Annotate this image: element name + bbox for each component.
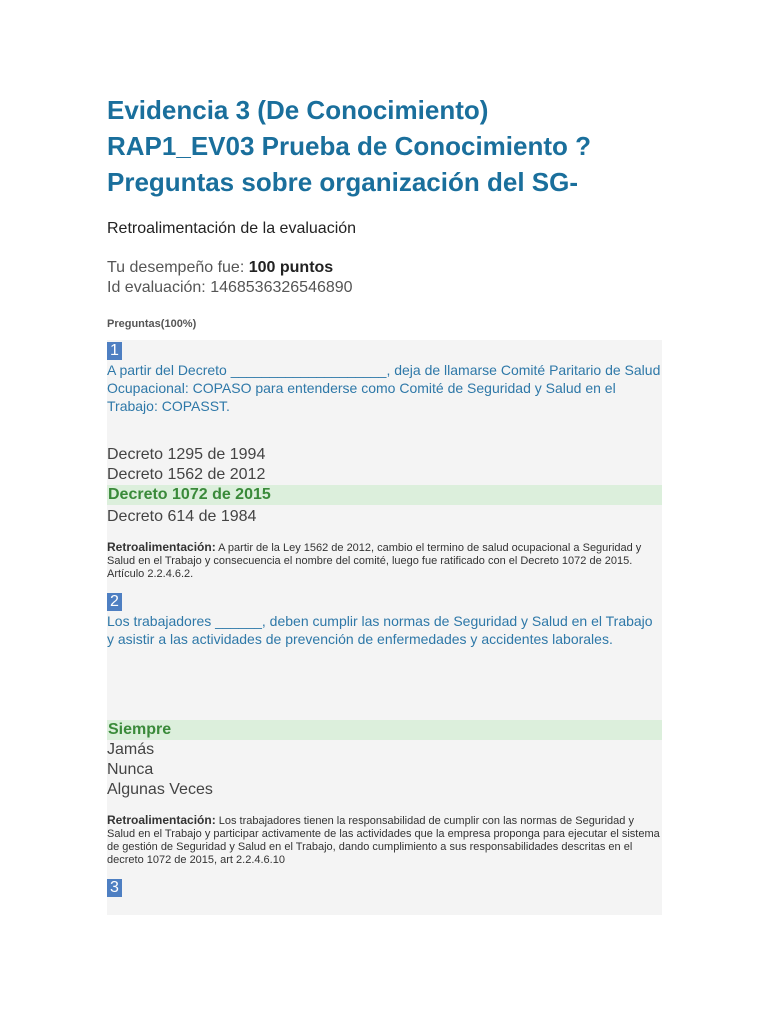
question-number: 1: [107, 342, 122, 360]
answer-option: Decreto 1295 de 1994: [107, 446, 266, 463]
feedback-body: A partir de la Ley 1562 de 2012, cambio el termino de salud ocupacional a Seguridad y Salud en el Trabajo y consecuencia el nombre del comité, luego fue ratificado con el Decreto 1072 de 2015. Artículo 2.2.4.6.2.: [107, 542, 642, 580]
answer-option: Decreto 614 de 1984: [107, 508, 257, 525]
question-block: [107, 340, 662, 915]
answer-option: Algunas Veces: [107, 781, 213, 798]
answer-option-correct: Siempre: [107, 720, 662, 740]
title-line-1: Evidencia 3 (De Conocimiento): [107, 95, 489, 125]
evaluation-page: [107, 0, 662, 915]
question-number: 3: [107, 879, 122, 897]
feedback-text: [107, 541, 662, 581]
answer-option-correct: Decreto 1072 de 2015: [107, 485, 662, 505]
feedback-label: Retroalimentación:: [107, 540, 216, 554]
title-line-2: RAP1_EV03 Prueba de Conocimiento ?: [107, 131, 592, 161]
evaluation-id-value: 1468536326546890: [210, 279, 353, 296]
score-value: 100 puntos: [248, 259, 334, 276]
page-title: [107, 92, 662, 200]
questions-header: Preguntas(100%): [107, 318, 197, 330]
feedback-subtitle: Retroalimentación de la evaluación: [107, 220, 357, 237]
score-section: [107, 258, 662, 298]
title-line-3: Preguntas sobre organización del SG-: [107, 167, 578, 197]
answer-option: Decreto 1562 de 2012: [107, 466, 266, 483]
score-label: Tu desempeño fue:: [107, 259, 245, 276]
question-text: A partir del Decreto ____________________, deja de llamarse Comité Paritario de Salud Ocupacional: COPASO para entenderse como Comité de Seguridad y Salud en el Trabajo: COPASST.: [107, 362, 661, 414]
answer-option: Nunca: [107, 761, 154, 778]
answer-option: Jamás: [107, 741, 155, 758]
question-number: 2: [107, 593, 122, 611]
feedback-text: [107, 814, 662, 867]
feedback-body: Los trabajadores tienen la responsabilidad de cumplir con las normas de Seguridad y Salud en el Trabajo y participar activamente de las actividades que la empresa proponga para ejecutar el sistema de gestión de Seguridad y Salud en el Trabajo, dando cumplimiento a sus responsabilidades descritas en el decreto 1072 de 2015, art 2.2.4.6.10: [107, 815, 660, 866]
evaluation-id-label: Id evaluación:: [107, 279, 206, 296]
question-text: Los trabajadores ______, deben cumplir las normas de Seguridad y Salud en el Trabajo y asistir a las actividades de prevención de enfermedades y accidentes laborales.: [107, 613, 653, 647]
feedback-label: Retroalimentación:: [107, 813, 216, 827]
